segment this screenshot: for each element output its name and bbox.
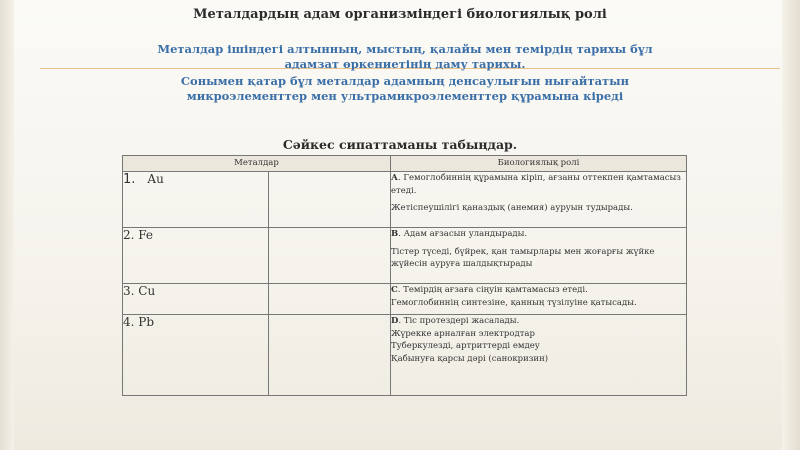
role-text: . Адам ағзасын уландырады. [398,229,528,239]
role-cell [391,284,687,315]
left-decor-strip [0,0,14,450]
metal-cell [123,172,269,228]
role-text: Туберкулезді, артриттерді емдеу [391,341,540,351]
intro-text [140,42,670,104]
role-letter: D [391,316,399,326]
header-biological-role: Биологиялық ролі [391,156,687,172]
answer-cell[interactable] [269,284,391,315]
metal-cell [123,284,269,315]
header-metals: Металдар [123,156,391,172]
metal-cell [123,228,269,284]
role-letter: С [391,285,398,295]
role-cell [391,315,687,396]
answer-cell[interactable] [269,228,391,284]
role-letter: А [391,173,398,183]
task-heading: Сәйкес сипаттаманы табыңдар. [282,137,518,152]
role-letter: В [391,229,399,239]
answer-cell[interactable] [269,315,391,396]
role-text: Қабынуға қарсы дәрі (санокризин) [391,353,549,364]
metal-name: 4. Pb [123,315,155,329]
role-text: . Гемоглобиннің құрамына кіріп, ағзаны оттекпен қамтамасыз етеді. [391,173,681,196]
table-row [123,284,687,315]
role-text: Гемоглобиннің синтезіне, қанның түзілуіне қатысады. [391,297,637,308]
intro-line-2: Сонымен қатар бұл металдар адамның денсаулығын нығайтатын микроэлементтер мен ультрамикроэлементтер құрамына кіреді [180,74,630,103]
metal-cell [123,315,269,396]
role-cell [391,172,687,228]
table-row [123,228,687,284]
row-number: 1. [123,172,136,187]
answer-cell[interactable] [269,172,391,228]
role-text: Жүрекке арналған электродтар [391,328,535,339]
metal-name: Au [147,172,164,186]
right-decor-strip [782,0,800,450]
table-header-row [123,156,687,172]
intro-line-1: Металдар ішіндегі алтынның, мыстың, қалайы мен темірдің тарихы бұл адамзат өркениетінің даму тарихы. [157,42,653,71]
slide-title: Металдардың адам организміндегі биологиялық ролі [193,7,607,22]
table-row [123,315,687,396]
role-text: Тістер түседі, бүйрек, қан тамырлары мен жоғарғы жүйке жүйесін ауруға шалдықтырады [391,246,655,269]
table-row [123,172,687,228]
role-cell [391,228,687,284]
role-text: . Темірдің ағзаға сіңуін қамтамасыз етеді. [397,285,588,295]
metal-name: 2. Fe [123,228,154,242]
role-text: . Тіс протездері жасалады. [398,316,520,326]
metal-name: 3. Cu [123,284,156,298]
role-text: Жетіспеушілігі қаназдық (анемия) ауруын тудырады. [391,203,633,213]
matching-table [122,155,687,396]
